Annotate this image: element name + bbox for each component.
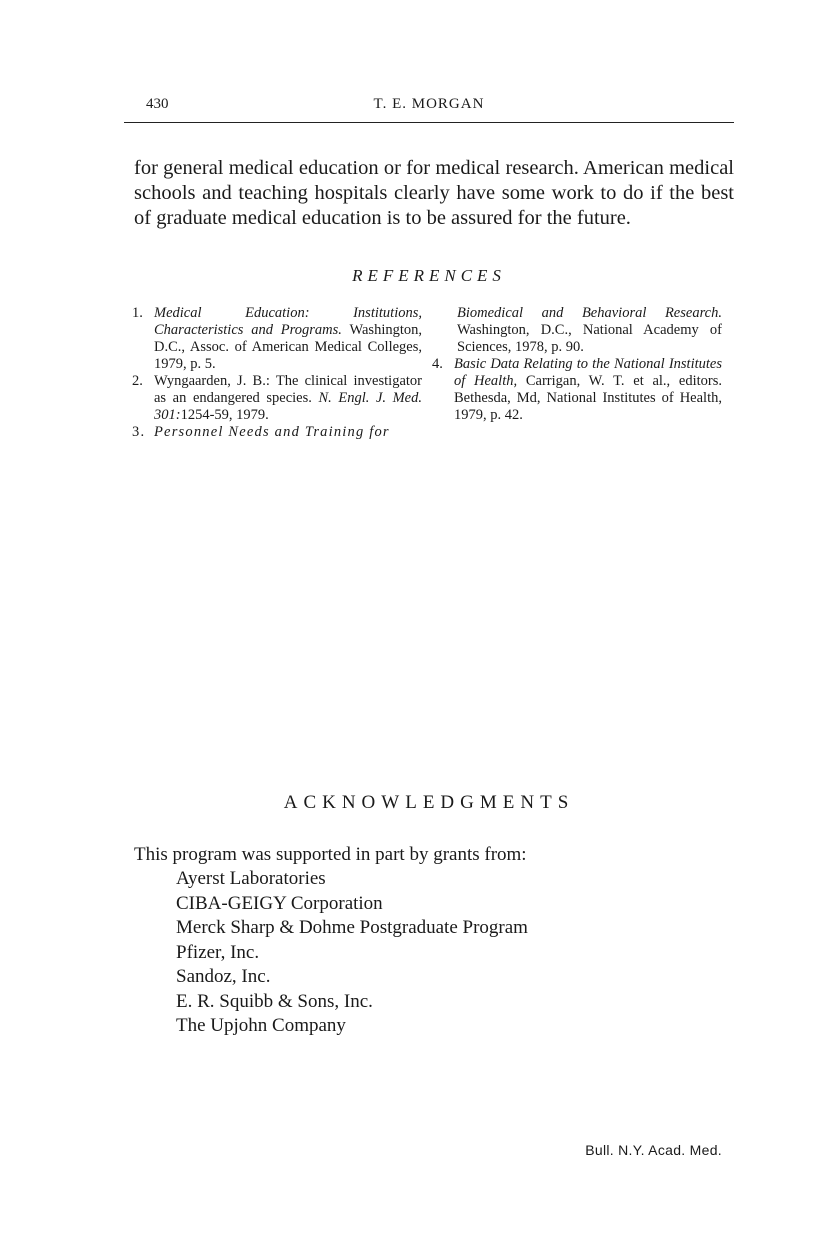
- reference-number: 4.: [432, 356, 443, 372]
- sponsor-item: CIBA-GEIGY Corporation: [176, 892, 383, 914]
- sponsor-list: [176, 867, 528, 1039]
- references-column-left: [132, 305, 422, 441]
- acknowledgments-intro: This program was supported in part by grants from:: [134, 844, 527, 865]
- reference-journal: N. Engl. J. Med. 301:: [154, 390, 422, 423]
- reference-item: [132, 305, 422, 373]
- sponsor-item: Pfizer, Inc.: [176, 941, 260, 963]
- reference-item: [432, 356, 722, 424]
- reference-title: Medical Education: Institutions, Characteristics and Programs.: [154, 305, 422, 338]
- references-column-right: [432, 305, 722, 424]
- reference-item: [132, 373, 422, 424]
- page-header: [124, 96, 734, 123]
- reference-authors-title: Wyngaarden, J. B.: The clinical investigator as an endangered species.: [154, 373, 422, 406]
- reference-item: [132, 424, 422, 441]
- reference-title: Basic Data Relating to the National Institutes of Health,: [454, 356, 722, 389]
- references-heading: REFERENCES: [352, 266, 506, 285]
- reference-number: 1.: [132, 305, 143, 321]
- journal-footer: Bull. N.Y. Acad. Med.: [585, 1142, 722, 1158]
- sponsor-item: Ayerst Laboratories: [176, 868, 326, 889]
- sponsor-item: Sandoz, Inc.: [176, 966, 271, 987]
- reference-details: Carrigan, W. T. et al., editors. Bethesda, Md, National Institutes of Health, 1979, p. 42.: [454, 373, 722, 423]
- reference-number: 3.: [132, 424, 146, 440]
- reference-item-continued: [432, 305, 722, 356]
- sponsor-item: The Upjohn Company: [176, 1015, 346, 1036]
- body-paragraph: for general medical education or for medical research. American medical schools and teaching hospitals clearly have some work to do if the best of graduate medical education is to be assured for the future.: [134, 157, 734, 229]
- reference-number: 2.: [132, 373, 143, 389]
- reference-details: 1254-59, 1979.: [180, 407, 269, 423]
- sponsor-item: Merck Sharp & Dohme Postgraduate Program: [176, 917, 528, 938]
- running-head: T. E. MORGAN: [373, 96, 485, 112]
- reference-details: Washington, D.C., Assoc. of American Medical Colleges, 1979, p. 5.: [154, 322, 422, 372]
- page-number: 430: [146, 96, 169, 112]
- acknowledgments-heading: ACKNOWLEDGMENTS: [283, 792, 575, 813]
- sponsor-item: E. R. Squibb & Sons, Inc.: [176, 990, 373, 1012]
- reference-details: Washington, D.C., National Academy of Sciences, 1978, p. 90.: [457, 322, 722, 355]
- reference-title: Personnel Needs and Training for: [154, 424, 390, 440]
- reference-title: Biomedical and Behavioral Research.: [457, 305, 722, 321]
